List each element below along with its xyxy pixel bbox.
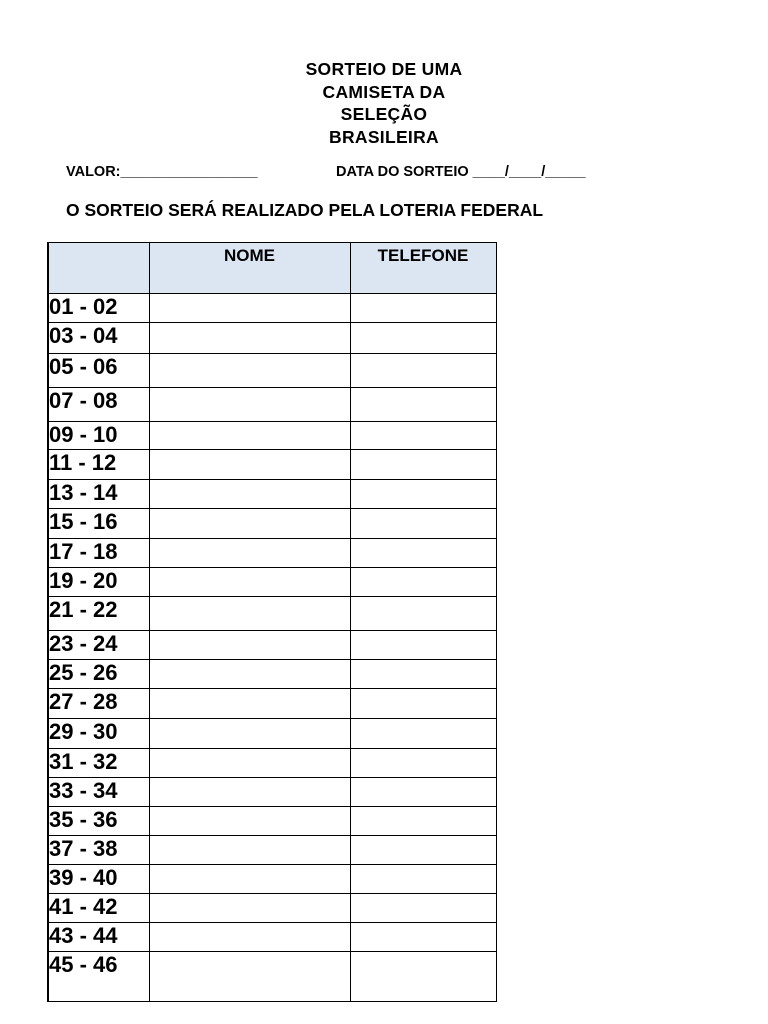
title-line-4: BRASILEIRA bbox=[329, 126, 439, 147]
phone-cell[interactable] bbox=[350, 631, 496, 660]
phone-cell[interactable] bbox=[350, 719, 496, 749]
table-row bbox=[48, 836, 496, 865]
table-row bbox=[48, 749, 496, 778]
number-pair-cell: 03 - 04 bbox=[48, 323, 149, 354]
phone-cell[interactable] bbox=[350, 480, 496, 509]
table-row bbox=[48, 388, 496, 422]
table-row bbox=[48, 450, 496, 480]
number-pair-cell: 25 - 26 bbox=[48, 660, 149, 689]
number-pair-cell: 19 - 20 bbox=[48, 568, 149, 597]
phone-cell[interactable] bbox=[350, 894, 496, 923]
name-cell[interactable] bbox=[149, 294, 350, 323]
phone-cell[interactable] bbox=[350, 323, 496, 354]
phone-cell[interactable] bbox=[350, 660, 496, 689]
valor-field: VALOR:_________________ bbox=[66, 164, 258, 180]
number-pair-cell: 27 - 28 bbox=[48, 689, 149, 719]
number-column-header bbox=[48, 243, 149, 294]
name-cell[interactable] bbox=[149, 807, 350, 836]
number-pair-cell: 01 - 02 bbox=[48, 294, 149, 323]
participants-table bbox=[47, 242, 497, 1002]
table-row bbox=[48, 689, 496, 719]
name-cell[interactable] bbox=[149, 568, 350, 597]
table-row bbox=[48, 597, 496, 631]
name-cell[interactable] bbox=[149, 719, 350, 749]
phone-cell[interactable] bbox=[350, 952, 496, 1002]
number-pair-cell: 15 - 16 bbox=[48, 509, 149, 539]
table-row bbox=[48, 807, 496, 836]
phone-cell[interactable] bbox=[350, 807, 496, 836]
number-pair-cell: 29 - 30 bbox=[48, 719, 149, 749]
name-cell[interactable] bbox=[149, 865, 350, 894]
lottery-notice: O SORTEIO SERÁ REALIZADO PELA LOTERIA FEDERAL bbox=[66, 200, 544, 220]
table-row bbox=[48, 354, 496, 388]
table-row bbox=[48, 660, 496, 689]
table-row bbox=[48, 539, 496, 568]
name-cell[interactable] bbox=[149, 354, 350, 388]
name-cell[interactable] bbox=[149, 660, 350, 689]
phone-cell[interactable] bbox=[350, 422, 496, 450]
table-row bbox=[48, 568, 496, 597]
draw-date-field: DATA DO SORTEIO ____/____/_____ bbox=[336, 164, 586, 180]
phone-cell[interactable] bbox=[350, 749, 496, 778]
number-pair-cell: 11 - 12 bbox=[48, 450, 149, 480]
number-pair-cell: 33 - 34 bbox=[48, 778, 149, 807]
name-cell[interactable] bbox=[149, 836, 350, 865]
table-row bbox=[48, 778, 496, 807]
number-pair-cell: 09 - 10 bbox=[48, 422, 149, 450]
phone-cell[interactable] bbox=[350, 923, 496, 952]
phone-cell[interactable] bbox=[350, 778, 496, 807]
name-cell[interactable] bbox=[149, 480, 350, 509]
table-row bbox=[48, 952, 496, 1002]
phone-cell[interactable] bbox=[350, 836, 496, 865]
name-cell[interactable] bbox=[149, 597, 350, 631]
name-cell[interactable] bbox=[149, 323, 350, 354]
table-row bbox=[48, 631, 496, 660]
number-pair-cell: 35 - 36 bbox=[48, 807, 149, 836]
phone-cell[interactable] bbox=[350, 865, 496, 894]
name-cell[interactable] bbox=[149, 689, 350, 719]
name-cell[interactable] bbox=[149, 923, 350, 952]
phone-cell[interactable] bbox=[350, 450, 496, 480]
name-cell[interactable] bbox=[149, 631, 350, 660]
table-header-row bbox=[48, 243, 496, 294]
name-cell[interactable] bbox=[149, 952, 350, 1002]
document-title bbox=[0, 58, 768, 148]
phone-cell[interactable] bbox=[350, 354, 496, 388]
phone-cell[interactable] bbox=[350, 294, 496, 323]
phone-cell[interactable] bbox=[350, 388, 496, 422]
table-row bbox=[48, 294, 496, 323]
phone-column-header: TELEFONE bbox=[350, 243, 496, 294]
table-row bbox=[48, 422, 496, 450]
title-line-3: SELEÇÃO bbox=[340, 104, 428, 124]
table-row bbox=[48, 719, 496, 749]
title-line-1: SORTEIO DE UMA bbox=[305, 59, 463, 79]
number-pair-cell: 07 - 08 bbox=[48, 388, 149, 422]
number-pair-cell: 21 - 22 bbox=[48, 597, 149, 631]
number-pair-cell: 39 - 40 bbox=[48, 865, 149, 894]
phone-cell[interactable] bbox=[350, 597, 496, 631]
name-cell[interactable] bbox=[149, 509, 350, 539]
name-cell[interactable] bbox=[149, 894, 350, 923]
number-pair-cell: 17 - 18 bbox=[48, 539, 149, 568]
number-pair-cell: 43 - 44 bbox=[48, 923, 149, 952]
number-pair-cell: 41 - 42 bbox=[48, 894, 149, 923]
name-cell[interactable] bbox=[149, 422, 350, 450]
number-pair-cell: 13 - 14 bbox=[48, 480, 149, 509]
name-cell[interactable] bbox=[149, 749, 350, 778]
table-row bbox=[48, 323, 496, 354]
number-pair-cell: 37 - 38 bbox=[48, 836, 149, 865]
name-cell[interactable] bbox=[149, 450, 350, 480]
number-pair-cell: 05 - 06 bbox=[48, 354, 149, 388]
table-row bbox=[48, 923, 496, 952]
name-column-header: NOME bbox=[149, 243, 350, 294]
table-row bbox=[48, 480, 496, 509]
phone-cell[interactable] bbox=[350, 539, 496, 568]
table-row bbox=[48, 894, 496, 923]
title-line-2: CAMISETA DA bbox=[322, 81, 446, 102]
name-cell[interactable] bbox=[149, 539, 350, 568]
phone-cell[interactable] bbox=[350, 568, 496, 597]
number-pair-cell: 31 - 32 bbox=[48, 749, 149, 778]
phone-cell[interactable] bbox=[350, 509, 496, 539]
name-cell[interactable] bbox=[149, 388, 350, 422]
table-row bbox=[48, 865, 496, 894]
phone-cell[interactable] bbox=[350, 689, 496, 719]
table-row bbox=[48, 509, 496, 539]
number-pair-cell: 45 - 46 bbox=[48, 952, 149, 1002]
name-cell[interactable] bbox=[149, 778, 350, 807]
table-body bbox=[48, 294, 496, 1002]
number-pair-cell: 23 - 24 bbox=[48, 631, 149, 660]
